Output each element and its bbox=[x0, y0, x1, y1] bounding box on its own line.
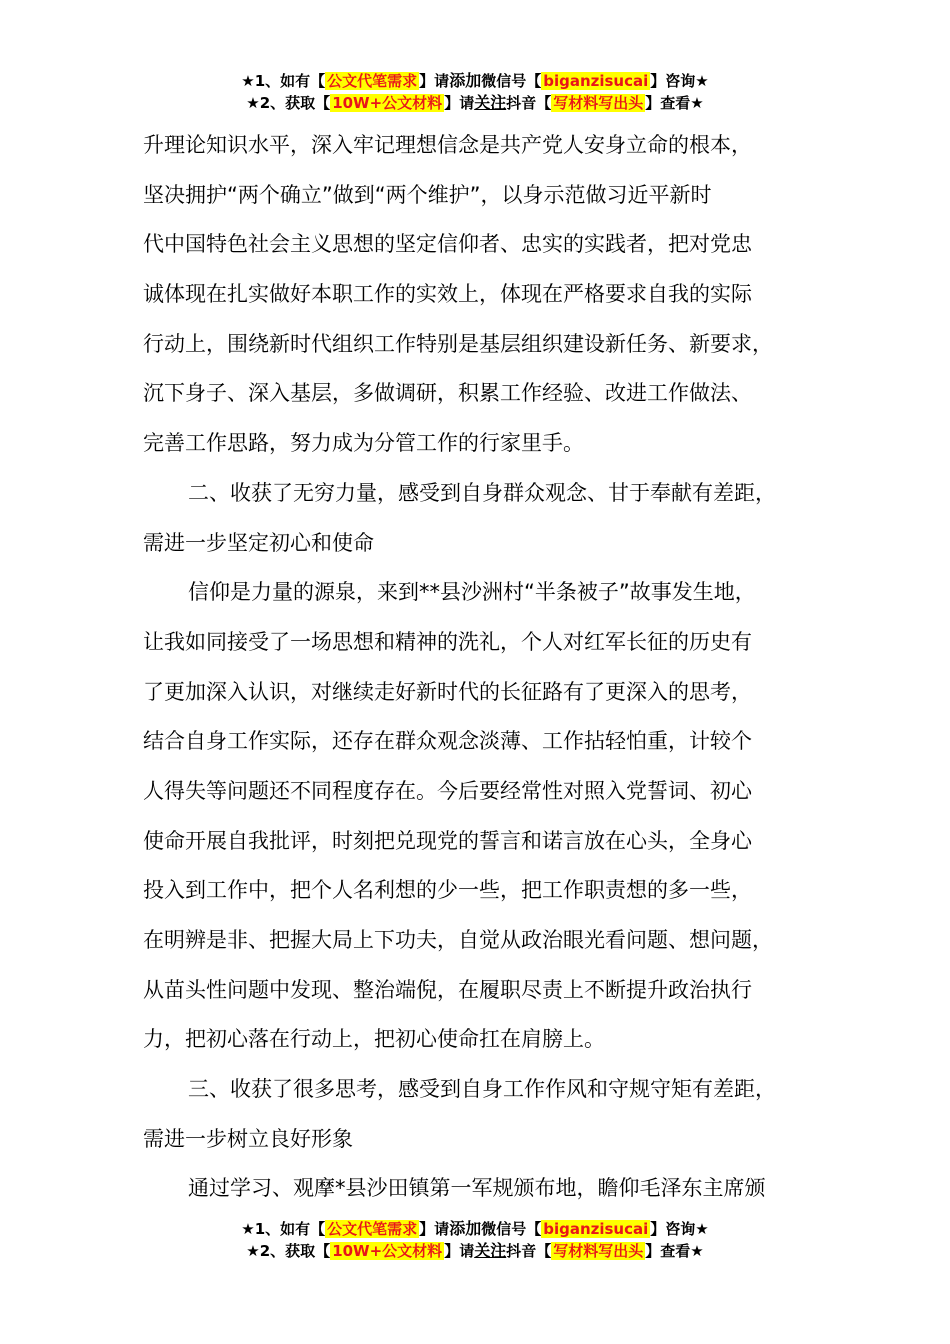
paragraph-2 bbox=[143, 568, 833, 1065]
text-line: 需进一步树立良好形象 bbox=[143, 1126, 353, 1151]
section-heading-2 bbox=[143, 469, 833, 568]
banner-text: 抖音【 bbox=[506, 1242, 552, 1260]
banner-emphasis: 关注 bbox=[474, 1241, 507, 1260]
banner-line-1 bbox=[0, 1218, 950, 1240]
text-line: 人得失等问题还不同程度存在。今后要经常性对照入党誓词、初心 bbox=[143, 778, 752, 803]
banner-line-2 bbox=[0, 92, 950, 114]
text-line: 投入到工作中，把个人名利想的少一些，把工作职责想的多一些， bbox=[143, 878, 752, 903]
banner-emphasis: 关注 bbox=[474, 93, 507, 112]
banner-text: 】请 bbox=[444, 94, 475, 112]
text-line: 在明辨是非、把握大局上下功夫，自觉从政治眼光看问题、想问题， bbox=[143, 928, 773, 952]
banner-emphasis: 添加 bbox=[449, 71, 482, 90]
text-line: 二、收获了无穷力量，感受到自身群众观念、甘于奉献有差距， bbox=[188, 480, 776, 505]
text-line: 代中国特色社会主义思想的坚定信仰者、忠实的实践者，把对党忠 bbox=[143, 232, 752, 257]
text-line: 让我如同接受了一场思想和精神的洗礼，个人对红军长征的历史有 bbox=[143, 629, 752, 654]
highlight-materials: 10W+公文材料 bbox=[332, 94, 443, 112]
highlight-materials: 10W+公文材料 bbox=[332, 1242, 443, 1260]
banner-text: 】请 bbox=[444, 1242, 475, 1260]
paragraph-1 bbox=[143, 121, 833, 469]
section-heading-3 bbox=[143, 1065, 833, 1164]
bottom-banner bbox=[0, 1218, 950, 1262]
banner-text: ★2、获取【 bbox=[246, 1242, 331, 1260]
text-line: 升理论知识水平，深入牢记理想信念是共产党人安身立命的根本， bbox=[143, 133, 752, 157]
text-line: 沉下身子、深入基层，多做调研，积累工作经验、改进工作做法、 bbox=[143, 381, 752, 406]
banner-emphasis: 添加 bbox=[449, 1219, 482, 1238]
highlight-wechat-id: biganzisucai bbox=[543, 1220, 649, 1238]
banner-text: 】请 bbox=[419, 72, 450, 90]
text-line: 通过学习、观摩*县沙田镇第一军规颁布地，瞻仰毛泽东主席颁 bbox=[188, 1176, 766, 1201]
paragraph-3 bbox=[143, 1164, 833, 1214]
banner-text: 】咨询★ bbox=[650, 1220, 709, 1238]
banner-line-1 bbox=[0, 70, 950, 92]
text-line: 需进一步坚定初心和使命 bbox=[143, 530, 374, 555]
highlight-wechat-id: biganzisucai bbox=[543, 72, 649, 90]
text-line: 完善工作思路，努力成为分管工作的行家里手。 bbox=[143, 431, 584, 456]
highlight-service: 公文代笔需求 bbox=[327, 1220, 418, 1238]
highlight-douyin: 写材料写出头 bbox=[553, 94, 644, 112]
text-line: 行动上，围绕新时代组织工作特别是基层组织建设新任务、新要求， bbox=[143, 331, 773, 356]
banner-text: ★2、获取【 bbox=[246, 94, 331, 112]
banner-text: ★1、如有【 bbox=[241, 72, 326, 90]
highlight-service: 公文代笔需求 bbox=[327, 72, 418, 90]
banner-text: 微信号【 bbox=[481, 1220, 542, 1238]
text-line: 信仰是力量的源泉，来到**县沙洲村“半条被子”故事发生地， bbox=[188, 580, 756, 605]
banner-text: 】查看★ bbox=[645, 1242, 704, 1260]
banner-text: 抖音【 bbox=[506, 94, 552, 112]
text-line: 三、收获了很多思考，感受到自身工作作风和守规守矩有差距， bbox=[188, 1077, 776, 1102]
text-line: 结合自身工作实际，还存在群众观念淡薄、工作拈轻怕重，计较个 bbox=[143, 729, 752, 754]
banner-text: ★1、如有【 bbox=[241, 1220, 326, 1238]
highlight-douyin: 写材料写出头 bbox=[553, 1242, 644, 1260]
banner-text: 微信号【 bbox=[481, 72, 542, 90]
document-body bbox=[143, 121, 833, 1214]
text-line: 诚体现在扎实做好本职工作的实效上，体现在严格要求自我的实际 bbox=[143, 282, 752, 307]
text-line: 力，把初心落在行动上，把初心使命扛在肩膀上。 bbox=[143, 1027, 605, 1052]
banner-text: 】咨询★ bbox=[650, 72, 709, 90]
banner-line-2 bbox=[0, 1240, 950, 1262]
top-banner bbox=[0, 70, 950, 114]
text-line: 使命开展自我批评，时刻把兑现党的誓言和诺言放在心头，全身心 bbox=[143, 828, 752, 853]
banner-text: 】查看★ bbox=[645, 94, 704, 112]
banner-text: 】请 bbox=[419, 1220, 450, 1238]
text-line: 坚决拥护“两个确立”做到“两个维护”，以身示范做习近平新时 bbox=[143, 182, 712, 207]
text-line: 从苗头性问题中发现、整治端倪，在履职尽责上不断提升政治执行 bbox=[143, 977, 752, 1002]
text-line: 了更加深入认识，对继续走好新时代的长征路有了更深入的思考， bbox=[143, 679, 752, 704]
